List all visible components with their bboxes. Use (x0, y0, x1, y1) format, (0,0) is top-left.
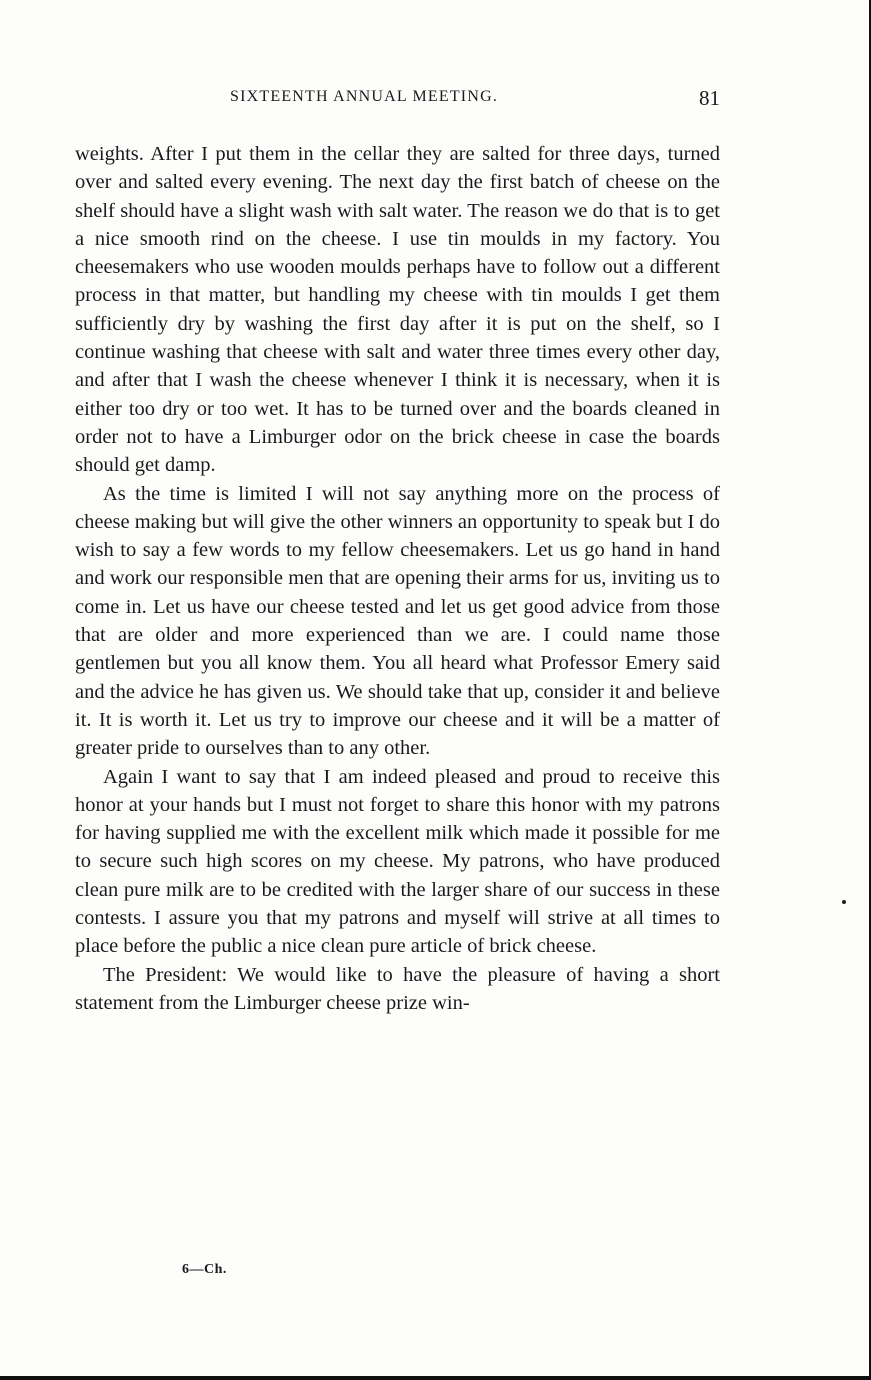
running-head (75, 86, 720, 114)
paragraph: As the time is limited I will not say anything more on the process of cheese making but will give the other winners an opportunity to speak but I do wish to say a few words to my fellow cheesemakers. Let us go hand in hand and work our responsible men that are opening their arms for us, inviting us to come in. Let us have our cheese tested and let us get good advice from those that are older and more experienced than we are. I could name those gentlemen but you all know them. You all heard what Professor Emery said and the advice he has given us. We should take that up, consider it and believe it. It is worth it. Let us try to improve our cheese and it will be a matter of greater pride to ourselves than to any other. (75, 482, 720, 760)
paragraph: The President: We would like to have the pleasure of having a short statement from the Limburger cheese prize win- (75, 963, 720, 1014)
page-number: 81 (699, 86, 720, 110)
scan-edge-bottom (0, 1376, 871, 1380)
signature-mark: 6—Ch. (182, 1262, 227, 1277)
body-text (75, 140, 720, 1017)
scan-speck (842, 900, 846, 904)
running-title: SIXTEENTH ANNUAL MEETING. (230, 88, 499, 105)
paragraph: weights. After I put them in the cellar they are salted for three days, turned over and salted every evening. The next day the first batch of cheese on the shelf should have a slight wash with salt water. The reason we do that is to get a nice smooth rind on the cheese. I use tin moulds in my factory. You cheesemakers who use wooden moulds perhaps have to follow out a different process in that matter, but handling my cheese with tin moulds I get them sufficiently dry by washing the first day after it is put on the shelf, so I continue washing that cheese with salt and water three times every other day, and after that I wash the cheese whenever I think it is necessary, when it is either too dry or too wet. It has to be turned over and the boards cleaned in order not to have a Limburger odor on the brick cheese in case the boards should get damp. (75, 143, 720, 477)
paragraph: Again I want to say that I am indeed pleased and proud to receive this honor at your hands but I must not forget to share this honor with my patrons for having supplied me with the excellent milk which made it possible for me to secure such high scores on my cheese. My patrons, who have produced clean pure milk are to be credited with the larger share of our success in these contests. I assure you that my patrons and myself will strive at all times to place before the public a nice clean pure article of brick cheese. (75, 765, 720, 958)
